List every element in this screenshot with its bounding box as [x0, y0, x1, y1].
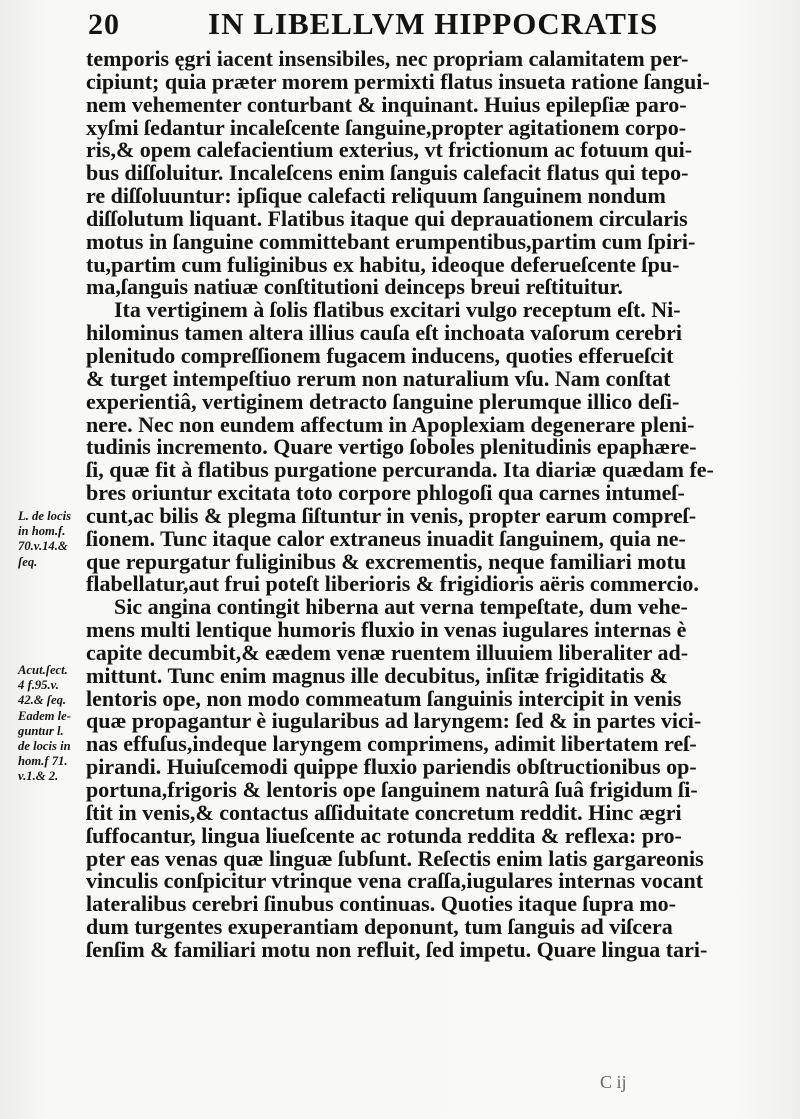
- margin-note-line: 4 f.95.v.: [18, 677, 59, 693]
- text-line: nas effuſus,indeque laryngem comprimens, adimit libertatem reſ-: [86, 731, 697, 757]
- margin-note-line: 42.& ſeq.: [18, 692, 67, 708]
- text-line: cunt,ac bilis & plegma ſiſtuntur in venis, propter earum compreſ-: [86, 502, 697, 528]
- catchword: C ij: [600, 1072, 627, 1092]
- text-line: experientiâ, vertiginem detracto ſanguine plerumque illico deſi-: [86, 388, 680, 414]
- text-line: ſuffocantur, lingua liueſcente ac rotunda reddita & reflexa: pro-: [86, 822, 682, 848]
- text-line: ſi, quæ fit à flatibus purgatione percuranda. Ita diariæ quædam fe-: [86, 457, 714, 483]
- text-line: portuna,frigoris & lentoris ope ſanguinem naturâ ſuâ frigidum ſi-: [86, 777, 698, 802]
- margin-note: [18, 508, 90, 569]
- text-line: xyſmi ſedantur incaleſcente ſanguine,propter agitationem corpo-: [86, 114, 687, 140]
- paragraph-start-line: Sic angina contingit hiberna aut verna tempeſtate, dum vehe-: [114, 594, 688, 620]
- margin-note-line: L. de locis: [18, 508, 72, 523]
- text-line: que repurgatur fuliginibus & excrementis, neque familiari motu: [86, 548, 687, 574]
- text-line: plenitudo compreſſionem fugacem inducens, quoties efferueſcit: [86, 342, 674, 368]
- text-line: vinculis conſpicitur vtrinque vena craſſa,iugulares internas vocant: [86, 868, 704, 894]
- text-line: capite decumbit,& eædem venæ ruentem illuuiem liberaliter ad-: [86, 639, 689, 665]
- text-line: dum turgentes exuperantiam deponunt, tum ſanguis ad viſcera: [86, 914, 673, 940]
- text-line: re diſſoluuntur: ipſique calefacti reliquum ſanguinem nondum: [86, 183, 666, 209]
- margin-note-line: Acut.ſect.: [18, 662, 68, 677]
- text-line: lentoris ope, non modo commeatum ſanguinis intercipit in venis: [86, 685, 682, 711]
- page-header: [88, 4, 748, 44]
- margin-note-line: de locis in: [18, 737, 71, 753]
- margin-note: [18, 662, 90, 784]
- text-line: nere. Nec non eundem affectum in Apoplexiam degenerare pleni-: [86, 411, 695, 437]
- text-line: pter eas venas quæ linguæ ſubſunt. Reſectis enim latis gargareonis: [86, 845, 704, 871]
- main-text: [86, 48, 726, 985]
- text-line: & turget intempeſtiuo rerum non naturalium vſu. Nam conſtat: [86, 365, 671, 391]
- text-line: quæ propagantur è iugularibus ad laryngem: ſed & in partes vici-: [86, 708, 702, 734]
- page-number: 20: [88, 8, 120, 41]
- running-title: IN LIBELLVM HIPPOCRATIS: [208, 6, 659, 41]
- paragraph-start-line: Ita vertiginem à ſolis flatibus excitari vulgo receptum eſt. Ni-: [114, 297, 681, 323]
- text-line: flabellatur,aut frui poteſt liberioris & frigidioris aëris commercio.: [86, 571, 699, 597]
- margin-note-line: 70.v.14.&: [18, 538, 68, 554]
- margin-note-line: Eadem le-: [18, 707, 72, 723]
- text-line: hilominus tamen altera illius cauſa eſt inchoata vaſorum cerebri: [86, 320, 682, 346]
- text-line: motus in ſanguine committebant erumpentibus,partim cum ſpiri-: [86, 228, 696, 254]
- text-line: nem vehementer conturbant & inquinant. Huius epilepſiæ paro-: [86, 91, 687, 117]
- text-line: pirandi. Huiuſcemodi quippe fluxio pariendis obſtructionibus op-: [86, 754, 697, 780]
- margin-note-line: ſeq.: [18, 553, 38, 569]
- text-line: lateralibus cerebri ſinubus continuas. Quoties itaque ſupra mo-: [86, 891, 676, 917]
- text-line: ſionem. Tunc itaque calor extraneus inuadit ſanguinem, quia ne-: [86, 525, 686, 551]
- text-line: ſenſim & familiari motu non refluit, ſed impetu. Quare lingua tari-: [86, 936, 708, 962]
- margin-note-line: v.1.& 2.: [18, 768, 59, 784]
- text-line: diſſolutum liquant. Flatibus itaque qui deprauationem circularis: [86, 205, 688, 231]
- text-line: mittunt. Tunc enim magnus ille decubitus, inſitæ frigiditatis &: [86, 662, 668, 688]
- text-line: cipiunt; quia præter morem permixti flatus insueta ratione ſangui-: [86, 68, 710, 94]
- text-line: bres oriuntur excitata toto corpore phlogoſi qua carnes intumeſ-: [86, 480, 685, 506]
- text-line: ma,ſanguis natiuæ conſtitutioni deinceps breui reſtituitur.: [86, 274, 623, 300]
- text-line: mens multi lentique humoris fluxio in venas iugulares internas è: [86, 617, 687, 643]
- text-line: [86, 962, 726, 985]
- text-line: bus diſſoluitur. Incaleſcens enim ſanguis calefacit flatus qui tepo-: [86, 160, 689, 186]
- text-line: temporis ęgri iacent insensibiles, nec propriam calamitatem per-: [86, 46, 689, 71]
- text-line: ris,& opem calefacientium exterius, vt frictionum ac fotuum qui-: [86, 137, 693, 163]
- text-line: ſtit in venis,& contactus aſſiduitate concretum reddit. Hinc ægri: [86, 799, 682, 825]
- margin-note-line: hom.f 71.: [18, 753, 68, 769]
- text-line: tudinis incremento. Quare vertigo ſoboles plenitudinis epaphære-: [86, 434, 697, 460]
- text-line: tu,partim cum fuliginibus ex habitu, ideoque deferueſcente ſpu-: [86, 251, 680, 277]
- margin-note-line: guntur l.: [18, 722, 64, 738]
- margin-note-line: in hom.f.: [18, 523, 66, 539]
